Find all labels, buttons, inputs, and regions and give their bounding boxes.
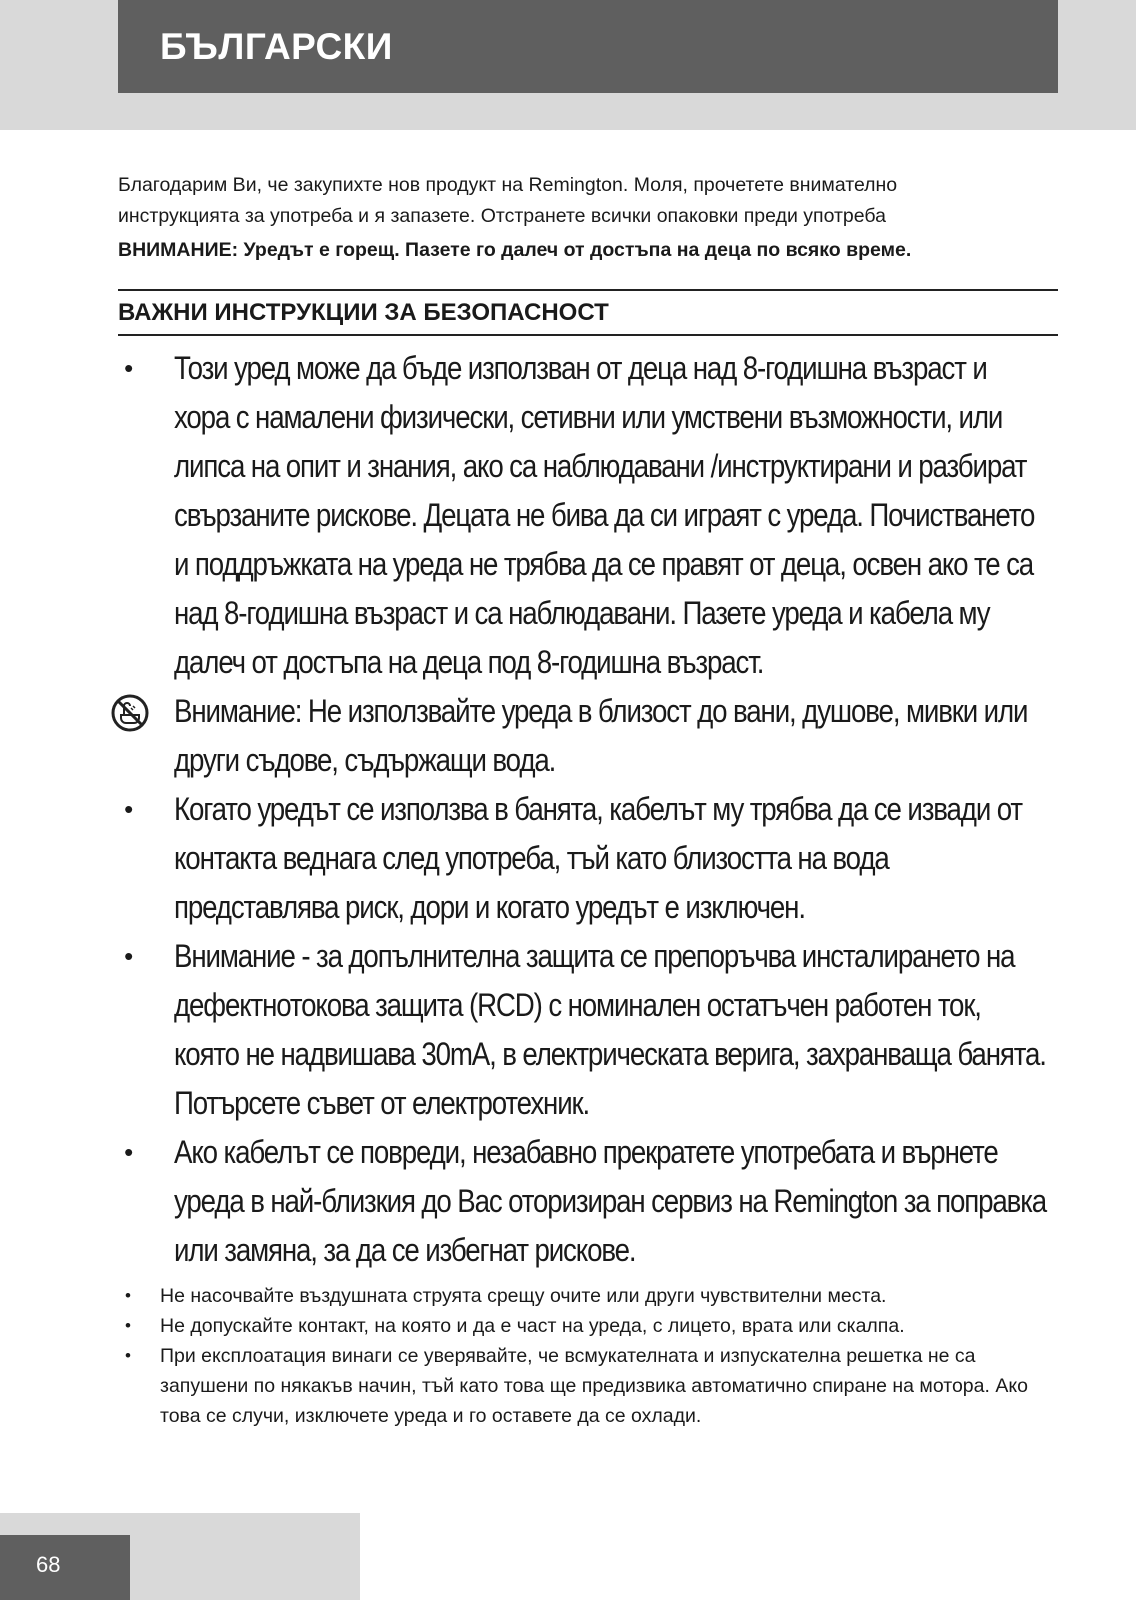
page-number: 68 [0, 1535, 130, 1600]
bullet-marker: • [125, 1346, 131, 1365]
intro-line-2: инструкцията за употреба и я запазете. Отстранете всички опаковки преди употреба [118, 205, 886, 227]
list-item [118, 344, 1058, 687]
list-item-text: Внимание - за допълнителна защита се препоръчва инсталирането на дефектнотокова защита (RCD) с номинален остатъчен работен ток, която не надвишава 30mA, в електрическата верига, захранваща банята. Потърсете съвет от електротехник. [174, 938, 1046, 1121]
main-content [118, 170, 1058, 1431]
page-title: БЪЛГАРСКИ [160, 26, 393, 67]
list-item [118, 1281, 1058, 1311]
safety-list-large [118, 344, 1058, 1275]
intro-paragraph [118, 170, 1058, 232]
bullet-marker: • [124, 941, 132, 971]
list-item [118, 1311, 1058, 1341]
language-title-bar [118, 0, 1058, 93]
list-item-text: При експлоатация винаги се уверявайте, че всмукателната и изпускателна решетка не са запушени по някакъв начин, тъй като това ще предизвика автоматично спиране на мотора. Ако това се случи, изключете уреда и го оставете да се охлади. [160, 1345, 1028, 1427]
list-item [118, 932, 1058, 1128]
section-heading: ВАЖНИ ИНСТРУКЦИИ ЗА БЕЗОПАСНОСТ [118, 289, 1058, 336]
list-item-text: Не допускайте контакт, на която и да е част на уреда, с лицето, врата или скалпа. [160, 1315, 905, 1337]
list-item-text: Ако кабелът се повреди, незабавно прекратете употребата и върнете уреда в най-близкия до Вас оторизиран сервиз на Remington за поправка или замяна, за да се избегнат рискове. [174, 1134, 1047, 1268]
bullet-marker: • [125, 1316, 131, 1335]
no-water-bath-icon [110, 693, 150, 733]
list-item [118, 785, 1058, 932]
list-item [118, 1128, 1058, 1275]
bullet-marker: • [124, 353, 132, 383]
list-item-text: Внимание: Не използвайте уреда в близост до вани, душове, мивки или други съдове, съдържащи вода. [174, 693, 1028, 778]
list-item-text: Този уред може да бъде използван от деца над 8-годишна възраст и хора с намалени физически, сетивни или умствени възможности, или липса на опит и знания, ако са наблюдавани /инструктирани и разбират свързаните рискове. Децата не бива да си играят с уреда. Почистването и поддръжката на уреда не трябва да се правят от деца, освен ако те са над 8-годишна възраст и са наблюдавани. Пазете уреда и кабела му далеч от достъпа на деца под 8-годишна възраст. [174, 350, 1035, 680]
list-item-text: Когато уредът се използва в банята, кабелът му трябва да се извади от контакта веднага след употреба, тъй като близостта на вода представлява риск, дори и когато уредът е изключен. [174, 791, 1022, 925]
bullet-marker: • [124, 1137, 132, 1167]
list-item-text: Не насочвайте въздушната струята срещу очите или други чувствителни места. [160, 1285, 887, 1307]
bullet-marker: • [125, 1286, 131, 1305]
list-item [118, 687, 1058, 785]
bullet-marker: • [124, 794, 132, 824]
safety-list-small [118, 1281, 1058, 1431]
heat-warning: ВНИМАНИЕ: Уредът е горещ. Пазете го далеч от достъпа на деца по всяко време. [118, 239, 912, 261]
intro-line-1: Благодарим Ви, че закупихте нов продукт на Remington. Моля, прочетете внимателно [118, 174, 898, 196]
list-item [118, 1341, 1058, 1431]
